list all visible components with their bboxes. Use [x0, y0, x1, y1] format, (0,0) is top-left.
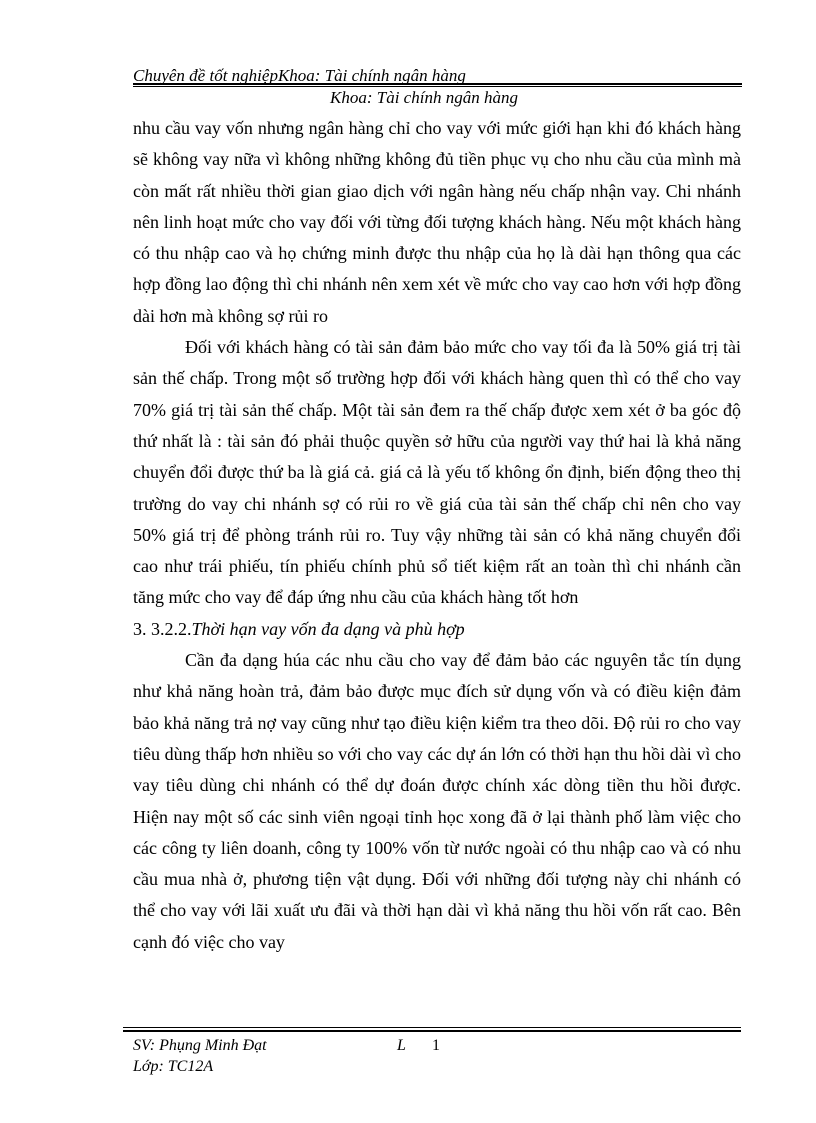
header-rule-thick: [133, 83, 742, 85]
footer-rule-thick: [123, 1030, 741, 1032]
section-number: 3. 3.2.2.: [133, 618, 192, 639]
footer-page-number: 1: [432, 1037, 440, 1054]
footer-class: Lớp: TC12A: [133, 1058, 214, 1075]
section-heading: [133, 614, 741, 645]
footer-student-name: SV: Phụng Minh Đạt: [133, 1037, 267, 1054]
footer-page-letter: L: [397, 1037, 406, 1054]
document-body: [133, 113, 741, 958]
paragraph-3: Cần đa dạng húa các nhu cầu cho vay để đảm bảo các nguyên tắc tín dụng như khả năng hoàn trả, đảm bảo được mục đích sử dụng vốn và có điều kiện đảm bảo khả năng trả nợ vay cũng như tạo điều kiện kiểm tra theo dõi. Độ rủi ro cho vay tiêu dùng thấp hơn nhiều so với cho vay các dự án lớn có thời hạn thu hồi dài vì cho vay tiêu dùng chi nhánh có thể dự đoán được chính xác dòng tiền thu hồi được. Hiện nay một số các sinh viên ngoại tỉnh học xong đã ở lại thành phố làm việc cho các công ty liên doanh, công ty 100% vốn từ nước ngoài có thu nhập cao và có nhu cầu mua nhà ở, phương tiện vật dụng. Đối với những đối tượng này chi nhánh có thể cho vay với lãi xuất ưu đãi và thời hạn dài vì khả năng thu hồi vốn rất cao. Bên cạnh đó việc cho vay: [133, 650, 741, 952]
paragraph-1: nhu cầu vay vốn nhưng ngân hàng chỉ cho vay với mức giới hạn khi đó khách hàng sẽ không vay nữa vì không những không đủ tiền phục vụ cho nhu cầu của mình mà còn mất rất nhiều thời gian giao dịch với ngân hàng nếu chấp nhận vay. Chi nhánh nên linh hoạt mức cho vay đối với từng đối tượng khách hàng. Nếu một khách hàng có thu nhập cao và họ chứng minh được thu nhập của họ là dài hạn thông qua các hợp đồng lao động thì chi nhánh nên xem xét về mức cho vay cao hơn với hợp đồng dài hơn mà không sợ rủi ro: [133, 118, 741, 326]
header-rule-thin: [133, 86, 742, 87]
header-title-line: Chuyên đề tốt nghiệpKhoa: Tài chính ngân hàng: [133, 66, 466, 85]
footer-rule-thin: [123, 1027, 741, 1028]
section-title: Thời hạn vay vốn đa dạng và phù hợp: [191, 618, 465, 639]
paragraph-2: Đối với khách hàng có tài sản đảm bảo mức cho vay tối đa là 50% giá trị tài sản thế chấp. Trong một số trường hợp đối với khách hàng quen thì có thể cho vay 70% giá trị tài sản thế chấp. Một tài sản đem ra thế chấp được xem xét ở ba góc độ thứ nhất là : tài sản đó phải thuộc quyền sở hữu của người vay thứ hai là khả năng chuyển đổi được thứ ba là giá cả. giá cả là yếu tố không ổn định, biến động theo thị trường do vay chi nhánh sợ có rủi ro về giá của tài sản thế chấp chỉ nên cho vay 50% giá trị để phòng tránh rủi ro. Tuy vậy những tài sản có khả năng chuyển đổi cao như trái phiếu, tín phiếu chính phủ sổ tiết kiệm rất an toàn thì chi nhánh cần tăng mức cho vay để đáp ứng nhu cầu của khách hàng tốt hơn: [133, 337, 741, 608]
header-faculty-line: Khoa: Tài chính ngân hàng: [330, 88, 518, 107]
